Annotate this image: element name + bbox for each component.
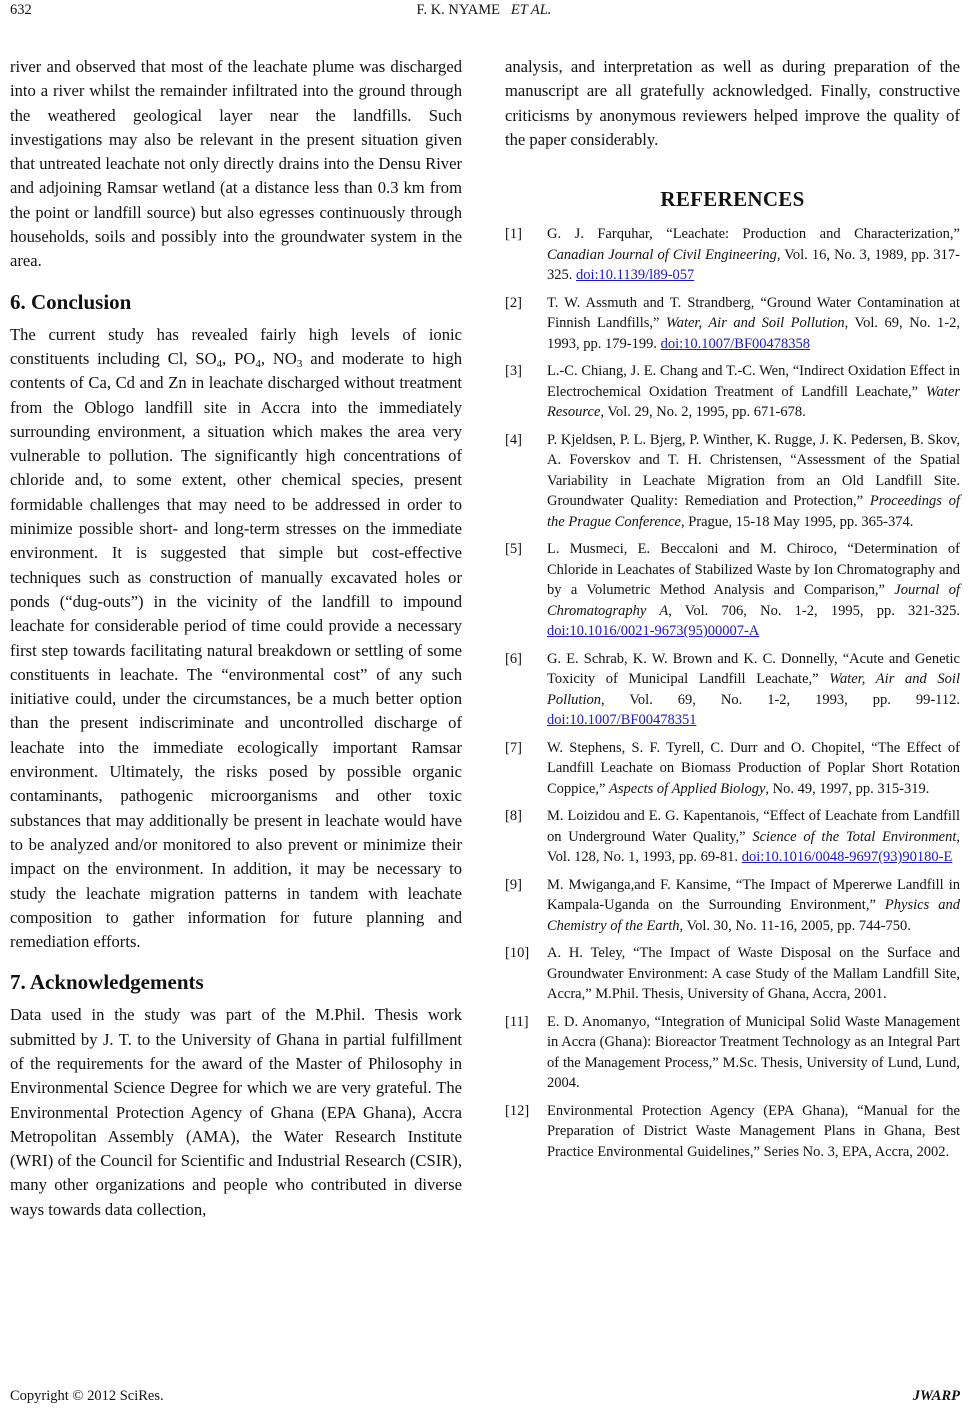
reference-number: [12] (505, 1102, 530, 1119)
doi-link[interactable]: doi:10.1016/0021-9673(95)00007-A (547, 623, 760, 640)
reference-source-title: Canadian Journal of Civil Engineering (547, 246, 777, 263)
right-column (505, 55, 960, 1169)
reference-text: W. Stephens, S. F. Tyrell, C. Durr and O. Chopitel, “The Effect of Landfill Leachate on Biomass Production of Poplar Short Rotation Coppice,” Aspects of Applied Biology, No. 49, 1997, pp. 315-319. (547, 739, 960, 797)
running-head-et-al: ET AL. (510, 2, 552, 18)
copyright-notice: Copyright © 2012 SciRes. (10, 1388, 164, 1404)
reference-item (505, 649, 960, 731)
reference-text: M. Mwiganga,and F. Kansime, “The Impact of Mpererwe Landfill in Kampala-Uganda on the Surrounding Environment,” Physics and Chemistry of the Earth, Vol. 30, No. 11-16, 2005, pp. 744-750. (547, 876, 960, 934)
doi-link[interactable]: doi:10.1007/BF00478358 (660, 335, 811, 352)
reference-text: L. Musmeci, E. Beccaloni and M. Chiroco, “Determination of Chloride in Leachates of Stabilized Waste by Ion Chromatography and by a Volumetric Method Analysis and Comparison,” Journal of Chromatography A, Vol. 706, No. 1-2, 1995, pp. 321-325. doi:10.1016/0021-9673(95)00007-A (547, 541, 961, 640)
reference-item (505, 943, 960, 1005)
reference-item (505, 1012, 960, 1094)
acknowledgements-paragraph: Data used in the study was part of the M.Phil. Thesis work submitted by J. T. to the University of Ghana in partial fulfillment of the requirements for the award of the Master of Philosophy in Environmental Science Degree for which we are very grateful. The Environmental Protection Agency of Ghana (EPA Ghana), Accra Metropolitan Assembly (AMA), the Water Research Institute (WRI) of the Council for Scientific and Industrial Research (CSIR), many other organizations and people who contributed in diverse ways towards data collection, (10, 1005, 462, 1219)
reference-item (505, 875, 960, 937)
reference-item (505, 806, 960, 868)
conclusion-heading: 6. Conclusion (10, 289, 132, 314)
reference-text: G. E. Schrab, K. W. Brown and K. C. Donnelly, “Acute and Genetic Toxicity of Municipal Landfill Leachate,” Water, Air and Soil Pollution, Vol. 69, No. 1-2, 1993, pp. 99-112. doi:10.1007/BF00478351 (547, 650, 960, 729)
reference-number: [2] (505, 294, 522, 311)
intro-paragraph: river and observed that most of the leachate plume was discharged into a river whilst the remainder infiltrated into the ground through the weathered geological layer near the landfills. Such investigations may also be relevant in the present situation given that untreated leachate not only directly drains into the Densu River and adjoining Ramsar wetland (at a distance less than 0.3 km from the point or landfill source) but also egresses continuously through households, soils and possibly into the groundwater system in the area. (10, 57, 462, 271)
running-head-authors: F. K. NYAME (416, 2, 500, 18)
reference-item (505, 539, 960, 642)
reference-text: E. D. Anomanyo, “Integration of Municipal Solid Waste Management in Accra (Ghana): Bioreactor Treatment Technology as an Integral Part of the Management Process,” M.Sc. Thesis, University of Lund, Lund, 2004. (547, 1013, 960, 1092)
reference-number: [7] (505, 739, 522, 756)
reference-source-title: Journal of Chromatography A (547, 582, 961, 619)
reference-number: [5] (505, 541, 522, 558)
reference-text: A. H. Teley, “The Impact of Waste Disposal on the Surface and Groundwater Environment: A case Study of the Mallam Landfill Site, Accra,” M.Phil. Thesis, University of Ghana, Accra, 2001. (547, 945, 960, 1003)
acknowledgements-heading: 7. Acknowledgements (10, 970, 204, 995)
doi-link[interactable]: doi:10.1016/0048-9697(93)90180-E (741, 849, 953, 866)
reference-item (505, 738, 960, 800)
reference-item (505, 293, 960, 355)
conclusion-paragraph: The current study has revealed fairly high levels of ionic constituents including Cl, $SO_4$, $PO_4$, $NO_3$ and moderate to high contents of Ca, Cd and Zn in leachate discharged without treatment from the Oblogo landfill site in Accra into the immediately surrounding environment, a situation which makes the area very vulnerable to pollution. The significantly high concentrations of chloride and, to some extent, other chemical species, present formidable challenges that may need to be addressed in order to minimize possible short- and long-term stresses on the immediate environment. It is suggested that simple but cost-effective techniques such as construction of manually excavated holes or ponds (“dug-outs”) in the vicinity of the landfill to impound leachate for considerable period of time could provide a necessary first step towards facilitating natural breakdown or settling of some constituents in leachate. The “environmental cost” of any such initiative could, under the circumstances, be a much better option than the present indiscriminate and uncontrolled discharge of leachate into the immediate ecologically important Ramsar environment. Ultimately, the risks posed by possible organic contaminants, pathogenic microorganisms and other toxic substances that may additionally be present in leachate would have to be analyzed and/or monitored to also prevent or minimize their impact on the environment. In addition, it may be necessary to study the leachate migration patterns in tandem with leachate composition to gather information for future planning and remediation efforts. (10, 324, 463, 952)
running-head (0, 2, 968, 19)
reference-source-title: Aspects of Applied Biology (609, 780, 766, 797)
references-heading: REFERENCES (660, 187, 805, 212)
page-footer (0, 1388, 968, 1410)
reference-text: M. Loizidou and E. G. Kapentanois, “Effect of Leachate from Landfill on Underground Water Quality,” Science of the Total Environment, Vol. 128, No. 1, 1993, pp. 69-81. doi:10.1016/0048-9697(93)90180-E (547, 808, 961, 866)
reference-source-title: Water Resource (547, 383, 960, 421)
reference-source-title: Science of the Total Environment (752, 828, 957, 845)
reference-number: [3] (505, 363, 522, 380)
reference-number: [10] (505, 945, 530, 962)
reference-number: [11] (505, 1013, 529, 1030)
reference-item (505, 1101, 960, 1163)
reference-number: [8] (505, 808, 522, 825)
doi-link[interactable]: doi:10.1007/BF00478351 (547, 712, 697, 729)
page-header (0, 0, 968, 22)
reference-source-title: Physics and Chemistry of the Earth (547, 897, 960, 934)
reference-item (505, 361, 960, 423)
reference-source-title: Water, Air and Soil Pollution (547, 671, 960, 708)
reference-text: Environmental Protection Agency (EPA Ghana), “Manual for the Preparation of District Waste Management Plans in Ghana, Best Practice Environmental Guidelines,” Series No. 3, EPA, Accra, 2002. (547, 1102, 960, 1160)
reference-text: P. Kjeldsen, P. L. Bjerg, P. Winther, K. Rugge, J. K. Pedersen, B. Skov, A. Foverskov and T. H. Christensen, “Assessment of the Spatial Variability in Leachate Migration from an Old Landfill Site. Groundwater Quality: Remediation and Protection,” Proceedings of the Prague Conference, Prague, 15-18 May 1995, pp. 365-374. (547, 431, 960, 530)
reference-text: G. J. Farquhar, “Leachate: Production and Characterization,” Canadian Journal of Civil Engineering, Vol. 16, No. 3, 1989, pp. 317-325. doi:10.1139/l89-057 (547, 226, 960, 284)
doi-link[interactable]: doi:10.1139/l89-057 (576, 267, 695, 284)
reference-number: [6] (505, 650, 522, 667)
reference-number: [4] (505, 431, 522, 448)
reference-text: T. W. Assmuth and T. Strandberg, “Ground Water Contamination at Finnish Landfills,” Water, Air and Soil Pollution, Vol. 69, No. 1-2, 1993, pp. 179-199. doi:10.1007/BF00478358 (547, 294, 961, 352)
reference-number: [9] (505, 876, 522, 893)
reference-list (505, 224, 960, 1162)
left-column (10, 55, 462, 1222)
reference-item (505, 224, 960, 286)
reference-number: [1] (505, 226, 522, 243)
reference-item (505, 430, 960, 533)
acknowledgements-continued: analysis, and interpretation as well as during preparation of the manuscript are all gratefully acknowledged. Finally, constructive criticisms by anonymous reviewers helped improve the quality of the paper considerably. (505, 57, 960, 149)
reference-source-title: Proceedings of the Prague Conference (547, 493, 960, 530)
page-number: 632 (10, 2, 32, 18)
journal-abbreviation: JWARP (912, 1388, 960, 1404)
reference-text: L.-C. Chiang, J. E. Chang and T.-C. Wen, “Indirect Oxidation Effect in Electrochemical Oxidation Treatment of Landfill Leachate,” Water Resource, Vol. 29, No. 2, 1995, pp. 671-678. (547, 363, 960, 421)
reference-source-title: Water, Air and Soil Pollution (665, 315, 845, 332)
